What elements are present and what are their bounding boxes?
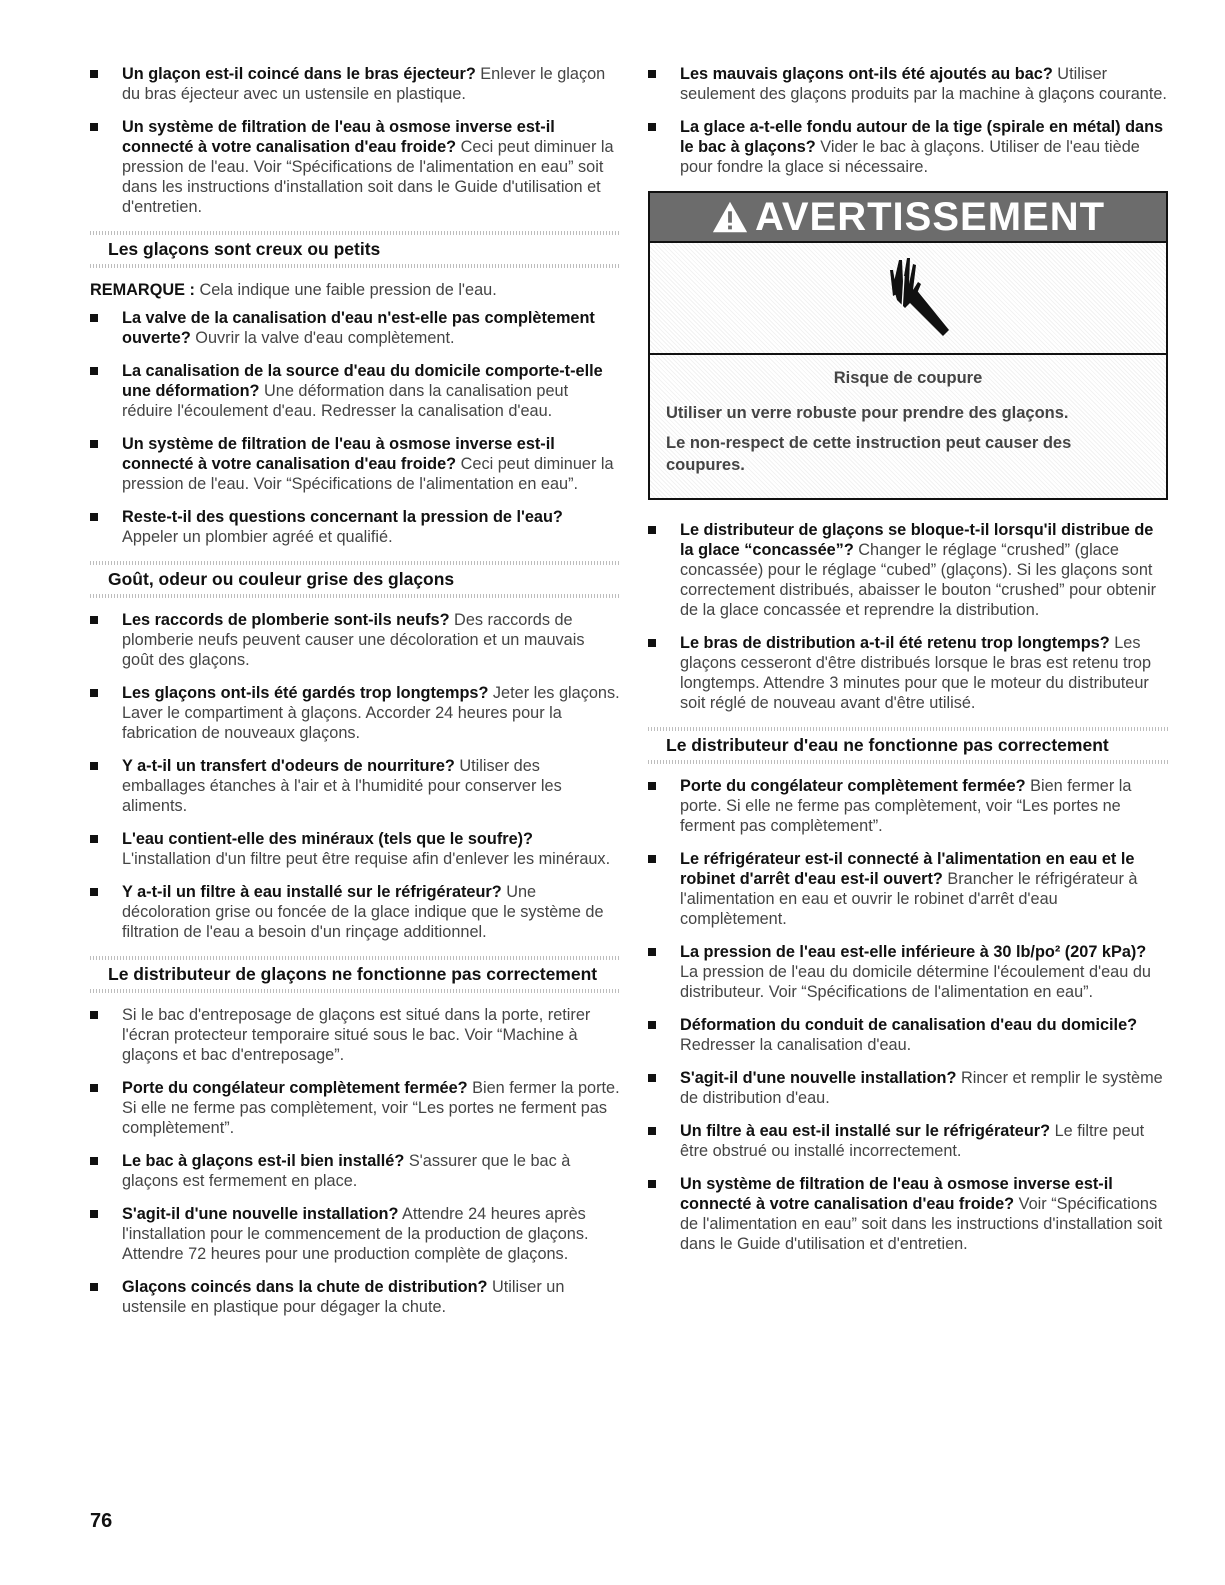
bullet-icon <box>90 123 98 131</box>
bullet-icon <box>648 948 656 956</box>
list-item: Un système de filtration de l'eau à osmose inverse est-il connecté à votre canalisation d'eau froide? Ceci peut diminuer la pression de l'eau. Voir “Spécifications de l'alimentation en eau”. <box>90 434 620 494</box>
bullet-icon <box>648 70 656 78</box>
list-item: La glace a-t-elle fondu autour de la tige (spirale en métal) dans le bac à glaçons? Vider le bac à glaçons. Utiliser de l'eau tiède pour fondre la glace si nécessaire. <box>648 117 1168 177</box>
section-heading: Les glaçons sont creux ou petits <box>90 231 620 268</box>
troubleshoot-list <box>90 610 620 942</box>
bullet-icon <box>90 1084 98 1092</box>
list-item: Un filtre à eau est-il installé sur le réfrigérateur? Le filtre peut être obstrué ou installé incorrectement. <box>648 1121 1168 1161</box>
warning-instruction: Utiliser un verre robuste pour prendre des glaçons. <box>666 404 1069 422</box>
warning-banner: AVERTISSEMENT <box>650 193 1166 243</box>
troubleshoot-list <box>648 776 1168 1254</box>
list-item: S'agit-il d'une nouvelle installation? Attendre 24 heures après l'installation pour le commencement de la production de glaçons. Attendre 72 heures pour une production complète de glaçons. <box>90 1204 620 1264</box>
list-item: Les glaçons ont-ils été gardés trop longtemps? Jeter les glaçons. Laver le compartiment à glaçons. Accorder 24 heures pour la fabrication de nouveaux glaçons. <box>90 683 620 743</box>
bullet-icon <box>90 835 98 843</box>
warning-body <box>650 355 1166 498</box>
bullet-icon <box>648 1074 656 1082</box>
page-number: 76 <box>90 1510 113 1532</box>
list-item: Un glaçon est-il coincé dans le bras éjecteur? Enlever le glaçon du bras éjecteur avec un ustensile en plastique. <box>90 64 620 104</box>
bullet-icon <box>648 1021 656 1029</box>
right-column <box>648 64 1168 1267</box>
list-item: La valve de la canalisation d'eau n'est-elle pas complètement ouverte? Ouvrir la valve d'eau complètement. <box>90 308 620 348</box>
list-item: Si le bac d'entreposage de glaçons est situé dans la porte, retirer l'écran protecteur temporaire situé sous le bac. Voir “Machine à glaçons et bac d'entreposage”. <box>90 1005 620 1065</box>
list-item: Le distributeur de glaçons se bloque-t-il lorsqu'il distribue de la glace “concassée”? Changer le réglage “crushed” (glace concassée) pour le réglage “cubed” (glaçons). Si les glaçons sont correctement distribués, abaisser le bouton “crushed” pour obtenir de la glace concassée et reprendre la distribution. <box>648 520 1168 620</box>
troubleshoot-list <box>90 64 620 217</box>
remark: REMARQUE : Cela indique une faible pression de l'eau. <box>90 281 497 299</box>
bullet-icon <box>90 1210 98 1218</box>
list-item: Porte du congélateur complètement fermée? Bien fermer la porte. Si elle ne ferme pas complètement, voir “Les portes ne ferment pas complètement”. <box>648 776 1168 836</box>
bullet-icon <box>90 1011 98 1019</box>
list-item: Y a-t-il un transfert d'odeurs de nourriture? Utiliser des emballages étanches à l'air et à l'humidité pour conserver les aliments. <box>90 756 620 816</box>
list-item: Le réfrigérateur est-il connecté à l'alimentation en eau et le robinet d'arrêt d'eau est-il ouvert? Brancher le réfrigérateur à l'alimentation en eau et ouvrir le robinet d'arrêt d'eau complètement. <box>648 849 1168 929</box>
bullet-icon <box>90 314 98 322</box>
troubleshoot-list <box>90 1005 620 1317</box>
list-item: Les raccords de plomberie sont-ils neufs? Des raccords de plomberie neufs peuvent causer une décoloration et un mauvais goût des glaçons. <box>90 610 620 670</box>
list-item: L'eau contient-elle des minéraux (tels que le soufre)? L'installation d'un filtre peut être requise afin d'enlever les minéraux. <box>90 829 620 869</box>
troubleshoot-list <box>648 520 1168 713</box>
list-item: Le bras de distribution a-t-il été retenu trop longtemps? Les glaçons cesseront d'être distribués lorsque le bras est retenu trop longtemps. Attendre 3 minutes pour que le moteur du distributeur soit réglé de nouveau avant d'être utilisé. <box>648 633 1168 713</box>
bullet-icon <box>90 1157 98 1165</box>
bullet-icon <box>648 639 656 647</box>
bullet-icon <box>90 888 98 896</box>
bullet-icon <box>648 855 656 863</box>
list-item: Glaçons coincés dans la chute de distribution? Utiliser un ustensile en plastique pour dégager la chute. <box>90 1277 620 1317</box>
bullet-icon <box>648 1180 656 1188</box>
list-item: Reste-t-il des questions concernant la pression de l'eau? Appeler un plombier agréé et qualifié. <box>90 507 620 547</box>
warning-title: Risque de coupure <box>833 369 983 387</box>
bullet-icon <box>90 689 98 697</box>
bullet-icon <box>648 526 656 534</box>
list-item: Un système de filtration de l'eau à osmose inverse est-il connecté à votre canalisation d'eau froide? Voir “Spécifications de l'alimentation en eau” soit dans les instructions d'installation soit dans le Guide d'utilisation et d'entretien. <box>648 1174 1168 1254</box>
bullet-icon <box>648 782 656 790</box>
bullet-icon <box>648 1127 656 1135</box>
bullet-icon <box>90 440 98 448</box>
list-item: La canalisation de la source d'eau du domicile comporte-t-elle une déformation? Une déformation dans la canalisation peut réduire l'écoulement d'eau. Redresser la canalisation d'eau. <box>90 361 620 421</box>
list-item: S'agit-il d'une nouvelle installation? Rincer et remplir le système de distribution d'eau. <box>648 1068 1168 1108</box>
troubleshoot-list <box>90 308 620 547</box>
bullet-icon <box>90 616 98 624</box>
bullet-icon <box>90 70 98 78</box>
bullet-icon <box>648 123 656 131</box>
list-item: Y a-t-il un filtre à eau installé sur le réfrigérateur? Une décoloration grise ou foncée de la glace indique que le système de filtration de l'eau a besoin d'un rinçage additionnel. <box>90 882 620 942</box>
list-item: Les mauvais glaçons ont-ils été ajoutés au bac? Utiliser seulement des glaçons produits par la machine à glaçons courante. <box>648 64 1168 104</box>
list-item: Le bac à glaçons est-il bien installé? S'assurer que le bac à glaçons est fermement en place. <box>90 1151 620 1191</box>
bullet-icon <box>90 762 98 770</box>
list-item: Porte du congélateur complètement fermée? Bien fermer la porte. Si elle ne ferme pas complètement, voir “Les portes ne ferment pas complètement”. <box>90 1078 620 1138</box>
list-item: Un système de filtration de l'eau à osmose inverse est-il connecté à votre canalisation d'eau froide? Ceci peut diminuer la pression de l'eau. Voir “Spécifications de l'alimentation en eau” soit dans les instructions d'installation soit dans le Guide d'utilisation et d'entretien. <box>90 117 620 217</box>
section-heading: Le distributeur d'eau ne fonctionne pas correctement <box>648 727 1168 764</box>
left-column <box>90 64 620 1330</box>
bullet-icon <box>90 513 98 521</box>
cut-hazard-pictogram <box>650 243 1166 355</box>
list-item: La pression de l'eau est-elle inférieure à 30 lb/po² (207 kPa)? La pression de l'eau du domicile détermine l'écoulement d'eau du distributeur. Voir “Spécifications de l'alimentation en eau”. <box>648 942 1168 1002</box>
section-heading: Le distributeur de glaçons ne fonctionne pas correctement <box>90 956 620 993</box>
bullet-icon <box>90 367 98 375</box>
hand-cut-icon <box>853 252 963 344</box>
warning-box <box>648 191 1168 500</box>
section-heading: Goût, odeur ou couleur grise des glaçons <box>90 561 620 598</box>
warning-triangle-icon <box>711 199 749 235</box>
warning-consequence: Le non-respect de cette instruction peut causer des coupures. <box>666 434 1072 474</box>
bullet-icon <box>90 1283 98 1291</box>
troubleshoot-list <box>648 64 1168 177</box>
list-item: Déformation du conduit de canalisation d'eau du domicile? Redresser la canalisation d'eau. <box>648 1015 1168 1055</box>
